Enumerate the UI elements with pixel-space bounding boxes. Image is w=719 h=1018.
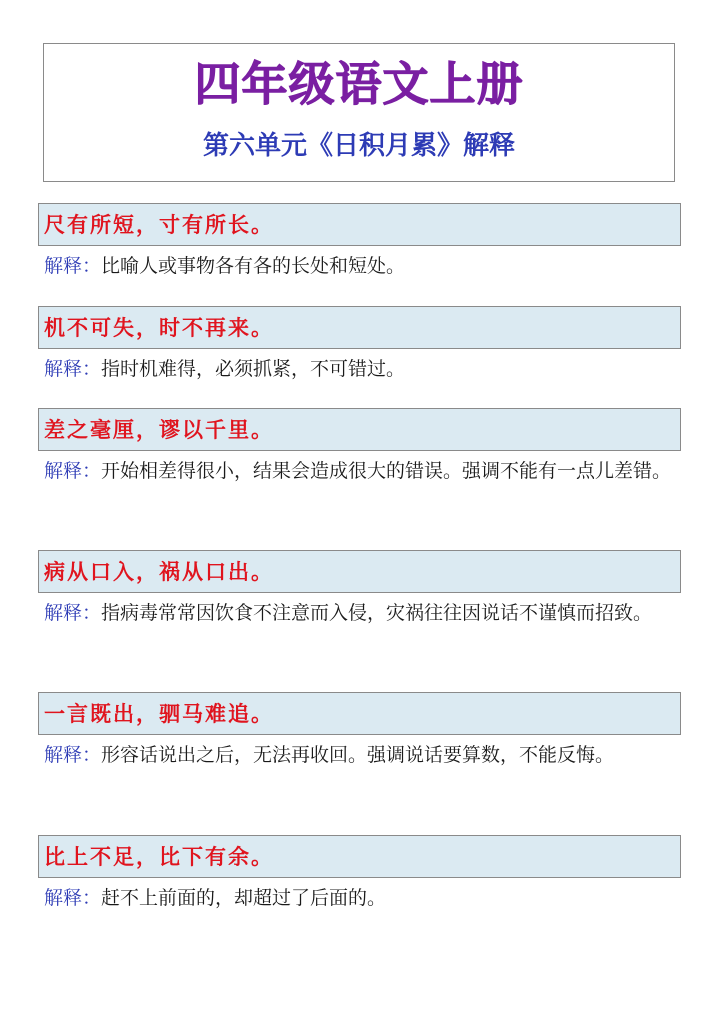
idiom-text: 机不可失，时不再来。 (44, 315, 274, 340)
idiom-bar (38, 692, 681, 735)
explanation-text: 比喻人或事物各有各的长处和短处。 (101, 255, 406, 277)
page-title: 四年级语文上册 (194, 57, 524, 111)
page-subtitle: 第六单元《日积月累》解释 (202, 131, 515, 161)
explanation-label: 解释： (44, 887, 102, 909)
idiom-bar (38, 408, 681, 451)
idiom-entry (38, 203, 681, 287)
idiom-text: 尺有所短，寸有所长。 (44, 212, 274, 237)
explanation (38, 735, 681, 776)
explanation-label: 解释： (44, 602, 102, 624)
explanation-text: 赶不上前面的，却超过了后面的。 (101, 887, 387, 909)
explanation (38, 451, 681, 492)
explanation-label: 解释： (44, 255, 102, 277)
title-box (43, 43, 675, 182)
idiom-entry (38, 692, 681, 776)
explanation (38, 349, 681, 390)
idiom-bar (38, 203, 681, 246)
explanation-label: 解释： (44, 744, 102, 766)
idiom-entry (38, 550, 681, 634)
idiom-text: 病从口入，祸从口出。 (44, 559, 274, 584)
idiom-entry (38, 408, 681, 492)
explanation-text: 形容话说出之后，无法再收回。强调说话要算数，不能反悔。 (101, 744, 615, 766)
idiom-bar (38, 550, 681, 593)
idiom-entry (38, 835, 681, 919)
idiom-text: 比上不足，比下有余。 (44, 844, 274, 869)
idiom-bar (38, 835, 681, 878)
explanation-label: 解释： (44, 460, 102, 482)
explanation (38, 246, 681, 287)
explanation-text: 开始相差得很小，结果会造成很大的错误。强调不能有一点儿差错。 (101, 460, 672, 482)
idiom-text: 一言既出，驷马难追。 (44, 701, 274, 726)
idiom-entry (38, 306, 681, 390)
idiom-bar (38, 306, 681, 349)
explanation (38, 593, 681, 634)
explanation-text: 指时机难得，必须抓紧，不可错过。 (101, 358, 406, 380)
idiom-text: 差之毫厘，谬以千里。 (44, 417, 274, 442)
explanation-text: 指病毒常常因饮食不注意而入侵，灾祸往往因说话不谨慎而招致。 (101, 602, 653, 624)
explanation-label: 解释： (44, 358, 102, 380)
explanation (38, 878, 681, 919)
